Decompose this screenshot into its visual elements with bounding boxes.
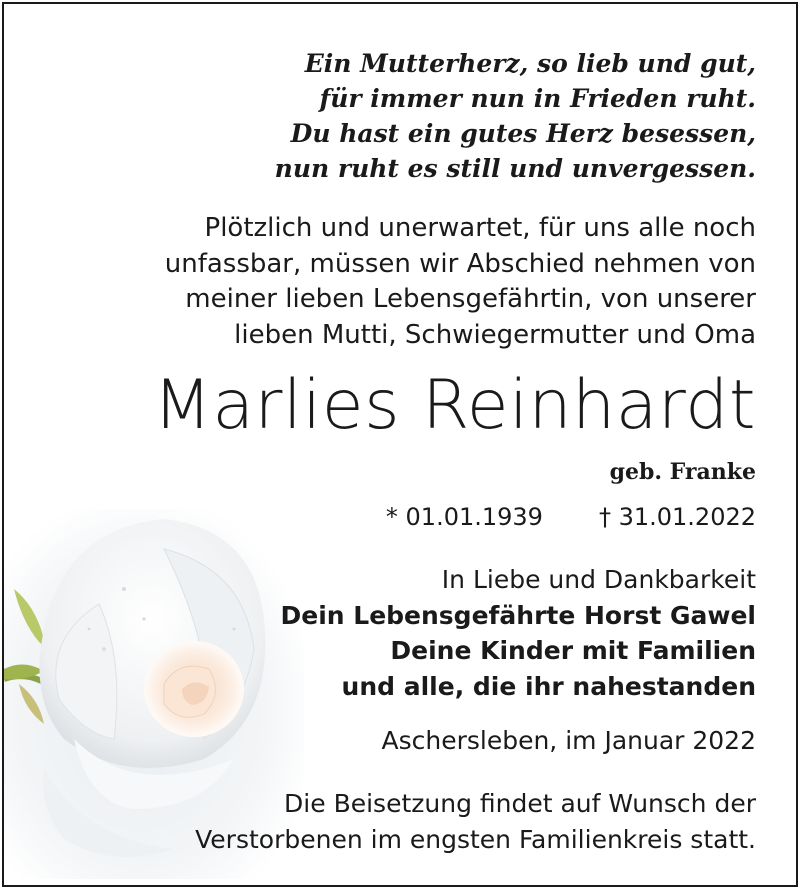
- obituary-card: [2, 2, 798, 887]
- notice-line: Die Beisetzung findet auf Wunsch der: [284, 789, 756, 818]
- mourner-partner: Dein Lebensgefährte Horst Gawel: [280, 600, 756, 630]
- life-dates: [386, 501, 756, 533]
- signoff-line: In Liebe und Dankbarkeit: [441, 565, 756, 594]
- poem-line: Ein Mutterherz, so lieb und gut,: [304, 49, 756, 78]
- announcement-line: meiner lieben Lebensgefährtin, von unserer: [185, 284, 756, 314]
- deceased-name: Marlies Reinhardt: [153, 366, 756, 445]
- poem-line: nun ruht es still und unvergessen.: [274, 154, 756, 183]
- birth-name: geb. Franke: [609, 459, 756, 485]
- place-and-date: Aschersleben, im Januar 2022: [381, 726, 756, 755]
- announcement-line: unfassbar, müssen wir Abschied nehmen von: [164, 248, 756, 279]
- announcement-text: [165, 211, 756, 353]
- birth-date: * 01.01.1939: [385, 503, 543, 531]
- announcement-line: lieben Mutti, Schwiegermutter und Oma: [234, 319, 756, 350]
- mourner-others: und alle, die ihr nahestanden: [341, 671, 756, 701]
- poem-line: Du hast ein gutes Herz besessen,: [290, 119, 756, 148]
- mourners: [280, 562, 756, 704]
- memorial-poem: [275, 46, 756, 186]
- death-date: † 31.01.2022: [598, 503, 756, 531]
- poem-line: für immer nun in Frieden ruht.: [319, 84, 756, 113]
- burial-notice: [195, 786, 756, 857]
- mourner-children: Deine Kinder mit Familien: [390, 636, 756, 665]
- notice-line: Verstorbenen im engsten Familienkreis statt.: [195, 824, 756, 854]
- announcement-line: Plötzlich und unerwartet, für uns alle noch: [204, 213, 756, 243]
